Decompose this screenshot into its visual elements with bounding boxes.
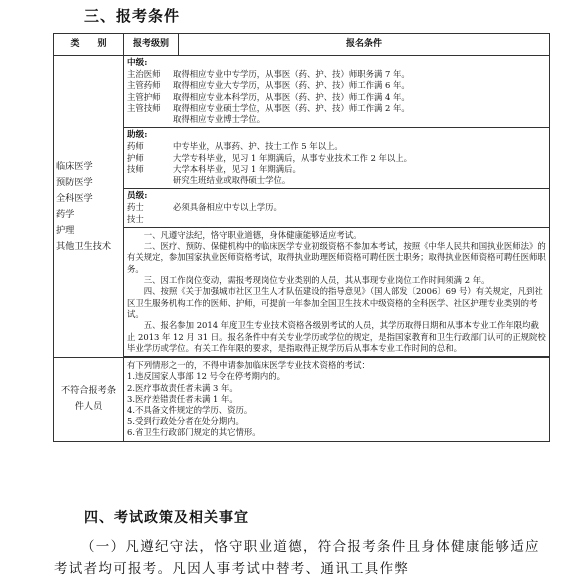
note-item: 四、按照《关于加强城市社区卫生人才队伍建设的指导意见》（国人部发〔2006〕69 号）有关规定，凡到社区卫生服务机构工作的医师、护师，可提前一年参加全国卫生技术中级资格的全科医学、社区护理专业类别的考试。 <box>127 286 543 319</box>
level-condition: 必须具备相应中专以上学历。 <box>173 202 282 213</box>
level-name: 药士 <box>127 202 144 213</box>
note-item: 五、报名参加 2014 年度卫生专业技术资格各级别考试的人员，其学历取得日期和从事本专业工作年限均截止 2013 年 12 月 31 日。报名条件中有关专业学历或学位的规定，是指国家教育和卫生行政部门认可的正规院校毕业学历或学位。有关工作年限的要求，是指取得正规学历后从事本专业工作时间的总和。 <box>127 320 546 353</box>
requirements-table <box>53 33 550 442</box>
level-name: 技士 <box>127 213 144 224</box>
basic-level-row <box>54 189 550 228</box>
junior-level-cell <box>124 128 550 189</box>
header-level: 报考级别 <box>124 34 179 56</box>
category-cell <box>54 56 124 358</box>
excluded-item: 3.医疗差错责任者未满 1 年。 <box>127 393 238 404</box>
excluded-item: 2.医疗事故责任者未满 3 年。 <box>127 382 238 393</box>
level-name: 主管技师 <box>127 102 161 113</box>
note-item: 二、医疗、预防、保健机构中的临床医学专业初级资格不参加本考试，按照《中华人民共和国执业医师法》的有关规定，参加国家执业医师资格考试，取得执业助理医师资格可聘任医士职务；取得执业医师资格可聘任医师职务。 <box>127 241 546 274</box>
mid-level-row <box>54 56 550 128</box>
level-condition: 大学本科毕业，见习 1 年期满后。 <box>173 163 301 174</box>
level-name: 药师 <box>127 141 144 152</box>
category-item: 其他卫生技术 <box>56 240 112 252</box>
excluded-item: 6.省卫生行政部门规定的其它情形。 <box>127 427 261 438</box>
category-item: 全科医学 <box>56 192 93 204</box>
level-name <box>127 114 173 125</box>
section-4-paragraph: （一）凡遵纪守法，恪守职业道德，符合报考条件且身体健康能够适应考试者均可报考。凡因人事考试中替考、通讯工具作弊 <box>54 539 540 577</box>
level-condition: 研究生班结业或取得硕士学位。 <box>173 175 291 186</box>
note-item: 三、因工作岗位变动，需报考现岗位专业类别的人员，其从事现专业岗位工作时间须满 2 年。 <box>143 275 490 286</box>
header-conditions: 报名条件 <box>179 34 550 56</box>
excluded-row <box>54 358 550 441</box>
mid-level-title: 中级: <box>127 58 148 68</box>
mid-level-cell <box>124 56 550 128</box>
level-condition: 取得相应专业硕士学位，从事医（药、护、技）师工作满 2 年。 <box>173 102 410 113</box>
excluded-intro: 有下列情形之一的，不得申请参加临床医学专业技术资格的考试： <box>127 360 370 371</box>
section-4-heading: 四、考试政策及相关事宜 <box>84 510 249 526</box>
level-condition: 中专毕业，从事药、护、技士工作 5 年以上。 <box>173 141 343 152</box>
category-item: 护理 <box>56 224 75 236</box>
level-name: 技师 <box>127 163 144 174</box>
excluded-list-cell <box>124 358 550 441</box>
header-category: 类 别 <box>54 34 124 56</box>
level-name: 主管护师 <box>127 91 161 102</box>
category-item: 预防医学 <box>56 176 93 188</box>
note-item: 一、凡遵守法纪，恪守职业道德，身体健康能够适应考试。 <box>143 229 362 240</box>
level-condition: 大学专科毕业，见习 1 年期满后，从事专业技术工作 2 年以上。 <box>173 152 413 163</box>
level-name: 主管药师 <box>127 80 161 91</box>
level-condition: 取得相应专业中专学历，从事医（药、护、技）师职务满 7 年。 <box>173 69 410 80</box>
notes-row <box>54 227 550 356</box>
section-3-heading: 三、报考条件 <box>84 7 181 25</box>
level-condition: 取得相应专业大专学历，从事医（药、护、技）师工作满 6 年。 <box>173 80 410 91</box>
level-condition <box>173 214 546 225</box>
excluded-item: 1.违反国家人事部 12 号令在停考期内的。 <box>127 371 285 382</box>
basic-level-title: 员级: <box>127 191 148 202</box>
level-condition: 取得相应专业博士学位。 <box>173 114 266 125</box>
table-header-row <box>54 34 550 56</box>
excluded-label-cell <box>54 358 124 441</box>
level-condition: 取得相应专业本科学历，从事医（药、护、技）师工作满 4 年。 <box>173 91 410 102</box>
notes-cell <box>124 227 550 356</box>
excluded-item: 5.受到行政处分者在处分期内。 <box>127 416 244 427</box>
category-item: 药学 <box>56 208 75 220</box>
level-name: 主治医师 <box>127 69 161 80</box>
excluded-item: 4.不具备文件规定的学历、资历。 <box>127 404 253 415</box>
basic-level-cell <box>124 189 550 228</box>
category-item: 临床医学 <box>56 160 93 172</box>
level-name <box>127 175 173 186</box>
level-name: 护师 <box>127 152 144 163</box>
excluded-label: 不符合报考条件人员 <box>60 385 117 413</box>
junior-level-row <box>54 128 550 189</box>
junior-level-title: 助级: <box>127 130 148 141</box>
